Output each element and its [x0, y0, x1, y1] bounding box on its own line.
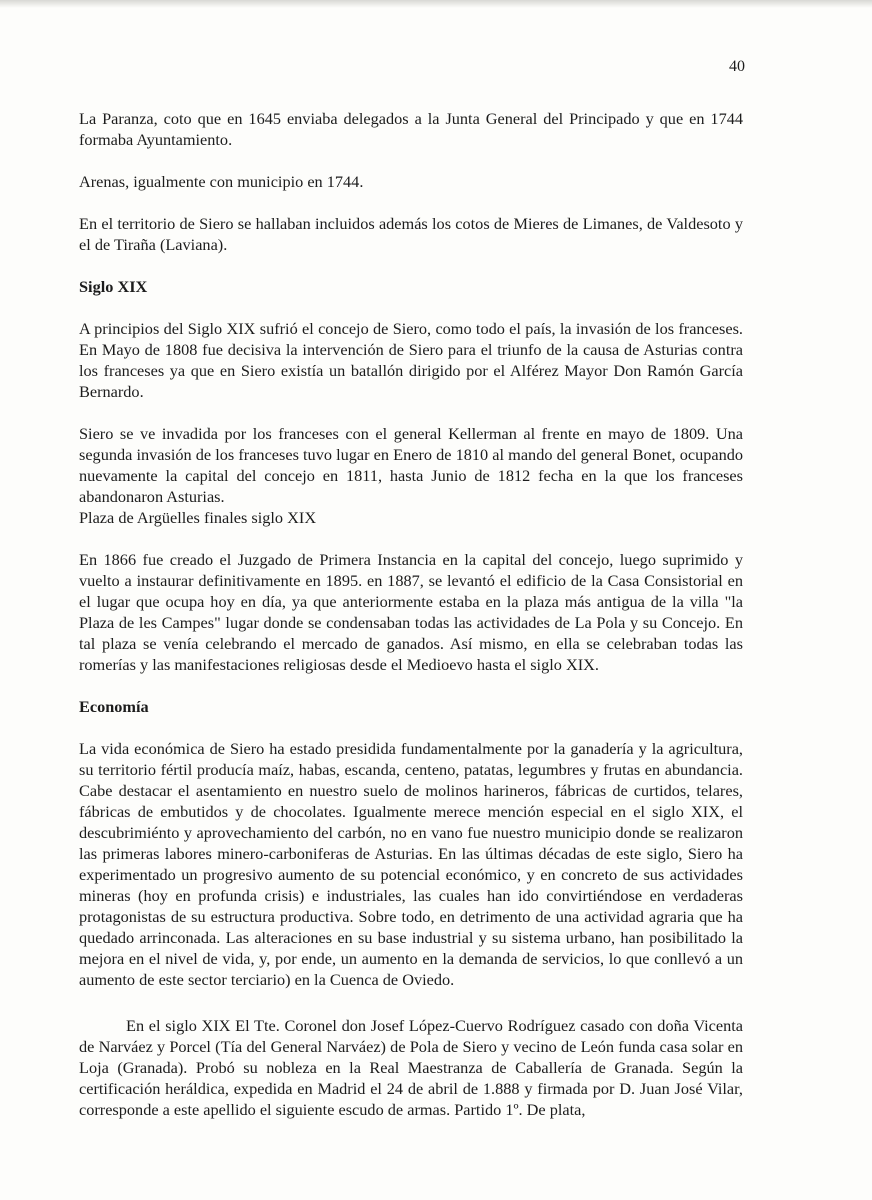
paragraph-vida-economica: La vida económica de Siero ha estado presidida fundamentalmente por la ganadería y la agricultura, su territorio fértil producía maíz, habas, escanda, centeno, patatas, legumbres y frutas en abundancia. Cabe destacar el asentamiento en nuestro suelo de molinos harineros, fábricas de curtidos, telares, fábricas de embutidos y de chocolates. Igualmente merece mención especial en el siglo XIX, el descubrimiénto y aprovechamiento del carbón, no en vano fue nuestro municipio donde se realizaron las primeras labores minero-carboniferas de Asturias. En las últimas décadas de este siglo, Siero ha experimentado un progresivo aumento de su potencial económico, y en concreto de sus actividades mineras (hoy en profunda crisis) e industriales, las cuales han ido convirtiéndose en verdaderas protagonistas de su estructura productiva. Sobre todo, en detrimento de una actividad agraria que ha quedado arrinconada. Las alteraciones en su base industrial y su sistema urbano, han posibilitado la mejora en el nivel de vida, y, por ende, un aumento en la demanda de servicios, lo que conllevó a un aumento de este sector terciario) en la Cuenca de Oviedo.: [79, 739, 743, 989]
paragraph-lopez-cuervo: En el siglo XIX El Tte. Coronel don Josef López-Cuervo Rodríguez casado con doña Vicenta de Narváez y Porcel (Tía del General Narváez) de Pola de Siero y vecino de León funda casa solar en Loja (Granada). Probó su nobleza en la Real Maestranza de Caballería de Granada. Según la certificación heráldica, expedida en Madrid el 24 de abril de 1.888 y firmada por D. Juan José Vilar, corresponde a este apellido el siguiente escudo de armas. Partido 1º. De plata,: [79, 1016, 743, 1119]
paragraph-invasion: Siero se ve invadida por los franceses con el general Kellerman al frente en mayo de 1809. Una segunda invasión de los franceses tuvo lugar en Enero de 1810 al mando del general Bonet, ocupando nuevamente la capital del concejo en 1811, hasta Junio de 1812 fecha en la que los franceses abandonaron Asturias.: [79, 424, 743, 506]
heading-economia: Economía: [79, 697, 149, 716]
paragraph-la-paranza: La Paranza, coto que en 1645 enviaba delegados a la Junta General del Principado y que en 1744 formaba Ayuntamiento.: [79, 109, 743, 149]
paragraph-principios-siglo: A principios del Siglo XIX sufrió el concejo de Siero, como todo el país, la invasión de los franceses. En Mayo de 1808 fue decisiva la intervención de Siero para el triunfo de la causa de Asturias contra los franceses ya que en Siero existía un batallón dirigido por el Alférez Mayor Don Ramón García Bernardo.: [79, 319, 743, 401]
paragraph-juzgado: En 1866 fue creado el Juzgado de Primera Instancia en la capital del concejo, luego suprimido y vuelto a instaurar definitivamente en 1895. en 1887, se levantó el edificio de la Casa Consistorial en el lugar que ocupa hoy en día, ya que anteriormente estaba en la plaza más antigua de la villa "la Plaza de les Campes" lugar donde se condensaban todas las actividades de La Pola y su Concejo. En tal plaza se venía celebrando el mercado de ganados. Así mismo, en ella se celebraban todas las romerías y las manifestaciones religiosas desde el Medioevo hasta el siglo XIX.: [79, 550, 743, 674]
scan-edge-shadow: [0, 0, 872, 8]
paragraph-plaza-arguelles: Plaza de Argüelles finales siglo XIX: [79, 508, 317, 527]
paragraph-arenas: Arenas, igualmente con municipio en 1744.: [79, 172, 364, 191]
page-number: 40: [729, 58, 745, 75]
document-body: [79, 108, 743, 1120]
heading-siglo-xix: Siglo XIX: [79, 277, 148, 296]
paragraph-territorio: En el territorio de Siero se hallaban incluidos además los cotos de Mieres de Limanes, de Valdesoto y el de Tiraña (Laviana).: [79, 214, 743, 254]
